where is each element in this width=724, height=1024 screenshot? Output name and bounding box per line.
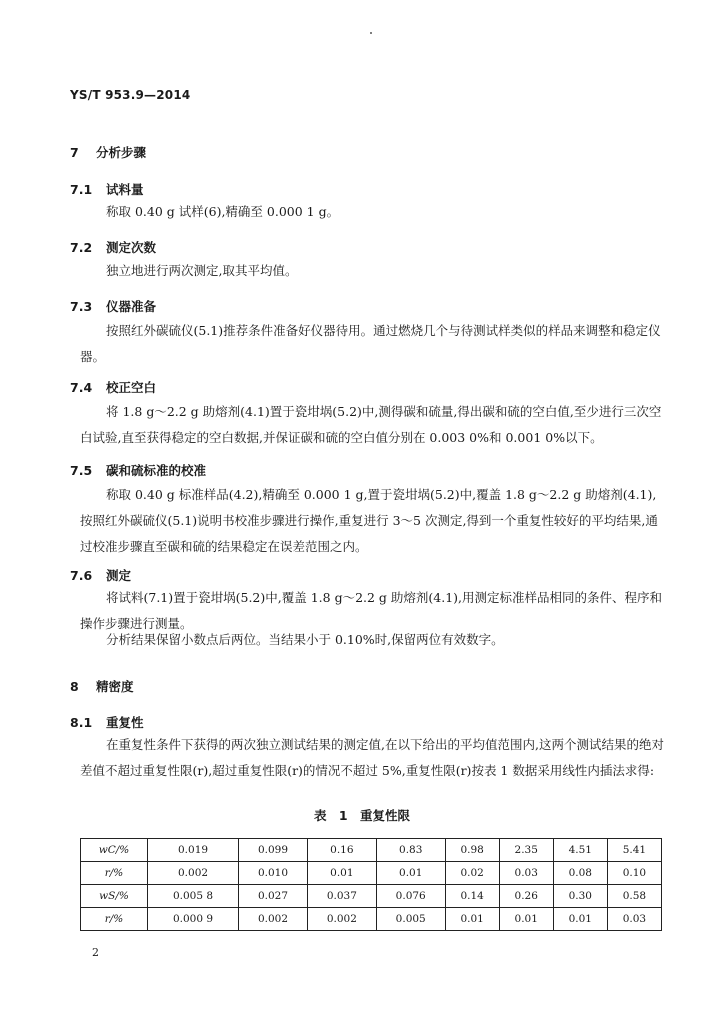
table-row xyxy=(81,908,662,931)
repeatability-table xyxy=(80,838,662,931)
table-cell: 0.08 xyxy=(553,862,607,885)
table-cell: 2.35 xyxy=(499,839,553,862)
table-cell: 0.002 xyxy=(307,908,376,931)
section-title: 精密度 xyxy=(96,679,134,694)
section-7-heading xyxy=(70,143,146,161)
page-number: 2 xyxy=(92,946,99,959)
section-8-1-heading xyxy=(70,713,144,731)
section-7-6-note: 分析结果保留小数点后两位。当结果小于 0.10%时,保留两位有效数字。 xyxy=(106,632,504,647)
table-row-label: r/% xyxy=(81,908,148,931)
section-title: 校正空白 xyxy=(106,380,157,395)
table-cell: 0.000 9 xyxy=(148,908,239,931)
section-7-3-body: 按照红外碳硫仪(5.1)推荐条件准备好仪器待用。通过燃烧几个与待测试样类似的样品来调整和稳定仪器。 xyxy=(80,323,661,364)
section-number: 7.1 xyxy=(70,182,93,197)
section-title: 试料量 xyxy=(106,182,144,197)
table-cell: 0.027 xyxy=(239,885,308,908)
table-cell: 0.01 xyxy=(445,908,499,931)
table-cell: 0.010 xyxy=(239,862,308,885)
table-cell: 4.51 xyxy=(553,839,607,862)
table-caption: 表 1 重复性限 xyxy=(313,808,411,823)
scan-speck xyxy=(370,32,372,34)
table-row-label: wS/% xyxy=(81,885,148,908)
section-7-2-heading xyxy=(70,238,156,256)
section-number: 7.3 xyxy=(70,299,93,314)
table-cell: 0.26 xyxy=(499,885,553,908)
table-cell: 0.002 xyxy=(148,862,239,885)
section-7-4-heading xyxy=(70,378,156,396)
table-row-label: r/% xyxy=(81,862,148,885)
section-title: 分析步骤 xyxy=(96,145,147,160)
section-number: 7.2 xyxy=(70,240,93,255)
section-7-1-heading xyxy=(70,180,144,198)
table-cell: 0.099 xyxy=(239,839,308,862)
section-number: 8 xyxy=(70,679,79,694)
table-cell: 0.037 xyxy=(307,885,376,908)
section-title: 测定 xyxy=(106,568,132,583)
section-title: 仪器准备 xyxy=(106,299,157,314)
section-7-5-heading xyxy=(70,461,206,479)
table-cell: 0.03 xyxy=(499,862,553,885)
table-row xyxy=(81,885,662,908)
table-cell: 0.019 xyxy=(148,839,239,862)
table-cell: 0.10 xyxy=(607,862,661,885)
section-number: 7.4 xyxy=(70,380,93,395)
table-cell: 0.005 xyxy=(376,908,445,931)
section-number: 7.5 xyxy=(70,463,93,478)
table-cell: 0.58 xyxy=(607,885,661,908)
table-cell: 0.98 xyxy=(445,839,499,862)
table-cell: 0.01 xyxy=(376,862,445,885)
table-cell: 0.002 xyxy=(239,908,308,931)
table-cell: 0.83 xyxy=(376,839,445,862)
table-cell: 0.076 xyxy=(376,885,445,908)
section-7-3-heading xyxy=(70,297,156,315)
table-cell: 0.02 xyxy=(445,862,499,885)
table-cell: 0.30 xyxy=(553,885,607,908)
table-cell: 0.01 xyxy=(307,862,376,885)
section-number: 7.6 xyxy=(70,568,93,583)
section-7-2-body: 独立地进行两次测定,取其平均值。 xyxy=(106,263,298,278)
table-row xyxy=(81,839,662,862)
table-cell: 0.01 xyxy=(553,908,607,931)
section-title: 测定次数 xyxy=(106,240,157,255)
table-cell: 0.03 xyxy=(607,908,661,931)
standard-code-header: YS/T 953.9—2014 xyxy=(70,88,191,102)
section-7-1-body: 称取 0.40 g 试样(6),精确至 0.000 1 g。 xyxy=(106,204,340,219)
section-number: 8.1 xyxy=(70,715,93,730)
section-title: 碳和硫标准的校准 xyxy=(106,463,207,478)
section-8-heading xyxy=(70,677,134,695)
table-cell: 0.16 xyxy=(307,839,376,862)
section-7-6-body: 将试料(7.1)置于瓷坩埚(5.2)中,覆盖 1.8 g～2.2 g 助熔剂(4.1),用测定标准样品相同的条件、程序和操作步骤进行测量。 xyxy=(80,590,663,631)
section-7-4-body: 将 1.8 g～2.2 g 助熔剂(4.1)置于瓷坩埚(5.2)中,测得碳和硫量,得出碳和硫的空白值,至少进行三次空白试验,直至获得稳定的空白数据,并保证碳和硫的空白值分别在 0.003 0%和 0.001 0%以下。 xyxy=(80,404,662,445)
table-cell: 0.01 xyxy=(499,908,553,931)
section-title: 重复性 xyxy=(106,715,144,730)
table-cell: 5.41 xyxy=(607,839,661,862)
table-row xyxy=(81,862,662,885)
table-cell: 0.14 xyxy=(445,885,499,908)
section-7-5-body: 称取 0.40 g 标准样品(4.2),精确至 0.000 1 g,置于瓷坩埚(5.2)中,覆盖 1.8 g～2.2 g 助熔剂(4.1),按照红外碳硫仪(5.1)说明书校准步骤进行操作,重复进行 3～5 次测定,得到一个重复性较好的平均结果,通过校准步骤直至碳和硫的结果稳定在误差范围之内。 xyxy=(80,487,658,554)
table-row-label: wC/% xyxy=(81,839,148,862)
section-7-6-heading xyxy=(70,566,131,584)
table-cell: 0.005 8 xyxy=(148,885,239,908)
section-number: 7 xyxy=(70,145,79,160)
section-8-1-body: 在重复性条件下获得的两次独立测试结果的测定值,在以下给出的平均值范围内,这两个测试结果的绝对差值不超过重复性限(r),超过重复性限(r)的情况不超过 5%,重复性限(r)按表 1 数据采用线性内插法求得: xyxy=(80,737,664,778)
